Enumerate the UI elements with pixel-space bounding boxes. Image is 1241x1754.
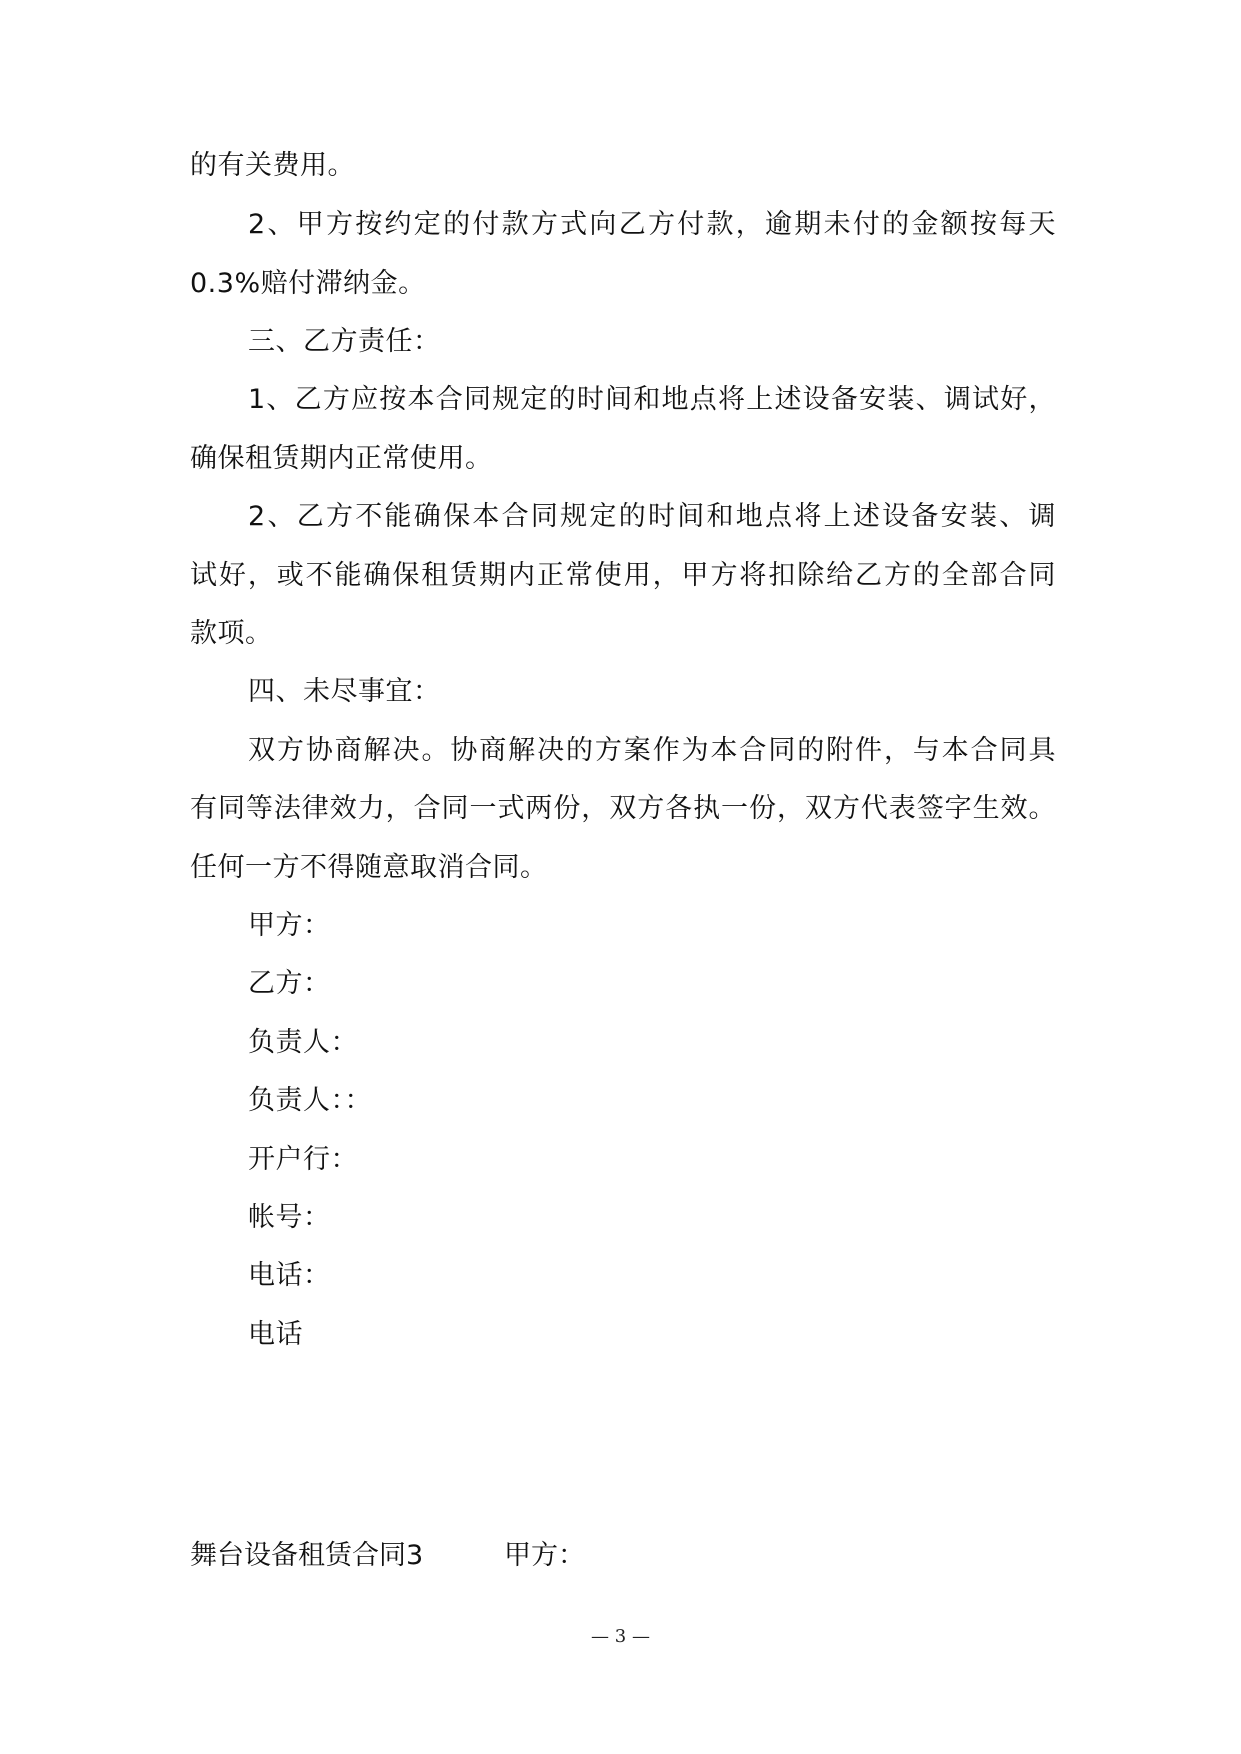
page-number: — 3 — bbox=[591, 1626, 650, 1647]
section-heading: 四、未尽事宜： bbox=[248, 676, 441, 707]
text-line: 2、乙方不能确保本合同规定的时间和地点将上述设备安装、调 bbox=[248, 501, 1056, 532]
section-heading: 三、乙方责任： bbox=[248, 326, 441, 357]
text-line: 款项。 bbox=[190, 618, 273, 649]
signature-field-phone-b: 电话 bbox=[248, 1319, 303, 1350]
signature-field-party-a: 甲方： bbox=[248, 910, 331, 941]
text-line: 试好，或不能确保租赁期内正常使用，甲方将扣除给乙方的全部合同 bbox=[190, 560, 1056, 591]
text-line: 1、乙方应按本合同规定的时间和地点将上述设备安装、调试好， bbox=[248, 384, 1056, 415]
next-contract-party-a: 甲方： bbox=[504, 1540, 585, 1571]
text-line: 的有关费用。 bbox=[190, 150, 355, 181]
text-line: 0.3%赔付滞纳金。 bbox=[190, 268, 426, 299]
signature-field-responsible-b: 负责人：： bbox=[248, 1085, 372, 1116]
text-line: 确保租赁期内正常使用。 bbox=[190, 443, 493, 474]
signature-field-phone-a: 电话： bbox=[248, 1260, 331, 1291]
text-line: 任何一方不得随意取消合同。 bbox=[190, 852, 548, 883]
signature-field-party-b: 乙方： bbox=[248, 968, 331, 999]
signature-field-bank: 开户行： bbox=[248, 1144, 358, 1175]
signature-field-responsible-a: 负责人： bbox=[248, 1027, 358, 1058]
signature-field-account: 帐号： bbox=[248, 1202, 331, 1233]
text-line: 有同等法律效力，合同一式两份，双方各执一份，双方代表签字生效。 bbox=[190, 793, 1056, 824]
next-contract-title: 舞台设备租赁合同3 bbox=[190, 1540, 424, 1571]
text-line: 2、甲方按约定的付款方式向乙方付款，逾期未付的金额按每天 bbox=[248, 209, 1056, 240]
text-line: 双方协商解决。协商解决的方案作为本合同的附件，与本合同具 bbox=[248, 735, 1056, 766]
